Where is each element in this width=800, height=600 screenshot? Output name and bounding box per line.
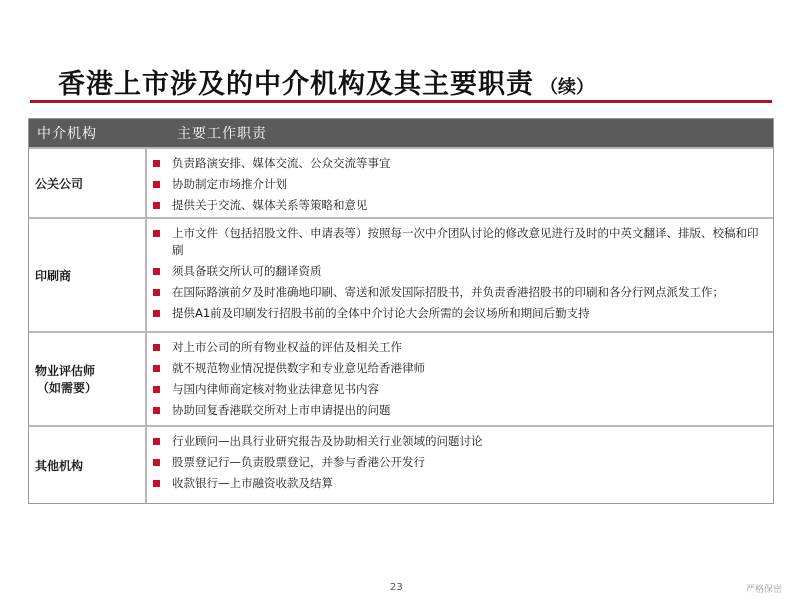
agency-name: 其他机构 [35, 458, 84, 473]
duty-item: 就不规范物业情况提供数字和专业意见给香港律师 [153, 360, 763, 377]
page-title-suffix: （续） [540, 77, 594, 98]
agency-cell [29, 427, 147, 503]
duty-item: 在国际路演前夕及时准确地印刷、寄送和派发国际招股书，并负责香港招股书的印刷和各分行网点派发工作； [153, 284, 763, 301]
duties-cell [147, 427, 773, 503]
bullet-square-icon [153, 230, 160, 237]
confidential-mark: 严格保密 [746, 585, 783, 595]
column-header-agency: 中介机构 [37, 126, 97, 142]
bullet-square-icon [153, 268, 160, 275]
bullet-square-icon [153, 344, 160, 351]
bullet-square-icon [153, 160, 160, 167]
agency-name: 公关公司 [35, 176, 84, 191]
duty-item: 负责路演安排、媒体交流、公众交流等事宜 [153, 155, 763, 172]
intermediary-table [28, 118, 774, 504]
bullet-square-icon [153, 202, 160, 209]
bullet-square-icon [153, 407, 160, 414]
page-title: 香港上市涉及的中介机构及其主要职责 [58, 69, 534, 100]
page-number: 23 [390, 582, 403, 593]
duty-item: 行业顾问—出具行业研究报告及协助相关行业领域的问题讨论 [153, 433, 763, 450]
agency-cell [29, 333, 147, 425]
agency-note: （如需要） [37, 381, 98, 395]
duty-item: 提供关于交流、媒体关系等策略和意见 [153, 197, 763, 214]
duty-item: 协助制定市场推介计划 [153, 176, 763, 193]
agency-name: 物业评估师 [35, 364, 96, 378]
bullet-square-icon [153, 289, 160, 296]
bullet-square-icon [153, 459, 160, 466]
duties-cell [147, 333, 773, 425]
title-underline [30, 100, 772, 103]
duties-cell [147, 149, 773, 217]
bullet-square-icon [153, 365, 160, 372]
bullet-square-icon [153, 386, 160, 393]
duty-item: 上市文件（包括招股文件、申请表等）按照每一次中介团队讨论的修改意见进行及时的中英文翻译、排版、校稿和印刷 [153, 225, 763, 259]
duty-item: 收款银行—上市融资收款及结算 [153, 475, 763, 492]
table-row [29, 331, 773, 425]
bullet-square-icon [153, 438, 160, 445]
duty-item: 对上市公司的所有物业权益的评估及相关工作 [153, 339, 763, 356]
agency-name: 印刷商 [35, 268, 72, 283]
page-title-block [58, 62, 594, 98]
duty-item: 与国内律师商定核对物业法律意见书内容 [153, 381, 763, 398]
duty-item: 须具备联交所认可的翻译资质 [153, 263, 763, 280]
column-header-duties: 主要工作职责 [177, 126, 267, 142]
table-row [29, 217, 773, 331]
table-header [29, 119, 773, 147]
table-row [29, 425, 773, 503]
duty-item: 协助回复香港联交所对上市申请提出的问题 [153, 402, 763, 419]
agency-cell [29, 219, 147, 331]
duties-cell [147, 219, 773, 331]
bullet-square-icon [153, 310, 160, 317]
table-row [29, 147, 773, 217]
agency-cell [29, 149, 147, 217]
duty-item: 提供A1前及印刷发行招股书前的全体中介讨论大会所需的会议场所和期间后勤支持 [153, 305, 763, 322]
duty-item: 股票登记行—负责股票登记，并参与香港公开发行 [153, 454, 763, 471]
bullet-square-icon [153, 480, 160, 487]
bullet-square-icon [153, 181, 160, 188]
